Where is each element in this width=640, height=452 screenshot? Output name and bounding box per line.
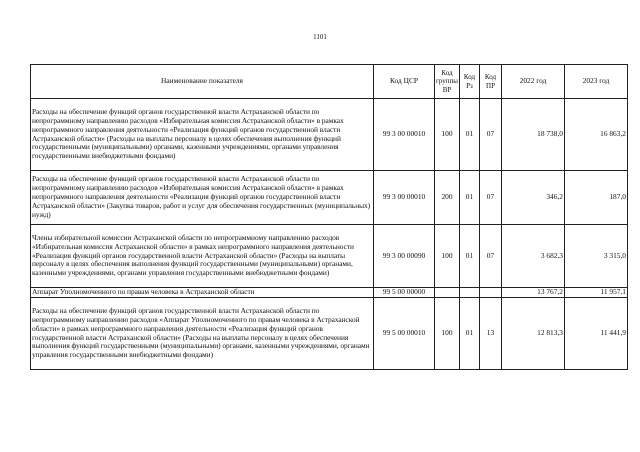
row-rz: 01 bbox=[460, 99, 480, 171]
header-rz: Код Рз bbox=[460, 65, 480, 99]
row-pr: 07 bbox=[480, 171, 502, 225]
row-pr bbox=[480, 288, 502, 298]
row-2022: 13 767,2 bbox=[502, 288, 565, 298]
row-2022: 18 738,0 bbox=[502, 99, 565, 171]
table-header-row bbox=[31, 65, 628, 99]
page-number: 1101 bbox=[313, 33, 327, 41]
row-2023: 16 863,2 bbox=[565, 99, 628, 171]
row-2023: 11 957,1 bbox=[565, 288, 628, 298]
row-csr: 99 3 00 00010 bbox=[374, 99, 435, 171]
header-csr: Код ЦСР bbox=[374, 65, 435, 99]
header-vr: Код группы ВР bbox=[435, 65, 460, 99]
table-row bbox=[31, 171, 628, 225]
header-2022: 2022 год bbox=[502, 65, 565, 99]
row-2023: 11 441,9 bbox=[565, 298, 628, 370]
row-rz: 01 bbox=[460, 225, 480, 288]
row-rz bbox=[460, 288, 480, 298]
table-row bbox=[31, 99, 628, 171]
row-vr: 200 bbox=[435, 171, 460, 225]
row-2022: 3 682,3 bbox=[502, 225, 565, 288]
row-name: Члены избирательной комиссии Астраханской области по непрограммному направлению расходов «Избирательная комиссия Астраханской области» в рамках непрограммного направления деятельности «Реализация функций органов государственной власти Астраханской области» (Расходы на выплаты персоналу в целях обеспечения выполнения функций государственными (муниципальными) органами, казенными учреждениями, органами управления государственными внебюджетными фондами) bbox=[31, 225, 374, 288]
row-rz: 01 bbox=[460, 171, 480, 225]
header-name: Наименование показателя bbox=[31, 65, 374, 99]
row-vr: 100 bbox=[435, 298, 460, 370]
row-rz: 01 bbox=[460, 298, 480, 370]
row-csr: 99 5 00 00010 bbox=[374, 298, 435, 370]
row-vr: 100 bbox=[435, 225, 460, 288]
row-csr: 99 3 00 00010 bbox=[374, 171, 435, 225]
row-2022: 12 813,3 bbox=[502, 298, 565, 370]
row-2022: 346,2 bbox=[502, 171, 565, 225]
row-csr: 99 5 00 00000 bbox=[374, 288, 435, 298]
row-vr bbox=[435, 288, 460, 298]
row-2023: 187,0 bbox=[565, 171, 628, 225]
row-2023: 3 315,0 bbox=[565, 225, 628, 288]
table-row bbox=[31, 288, 628, 298]
row-name: Аппарат Уполномоченного по правам человека в Астраханской области bbox=[31, 288, 374, 298]
budget-table bbox=[30, 64, 628, 370]
row-pr: 07 bbox=[480, 99, 502, 171]
table-row bbox=[31, 298, 628, 370]
row-pr: 07 bbox=[480, 225, 502, 288]
row-vr: 100 bbox=[435, 99, 460, 171]
table-row bbox=[31, 225, 628, 288]
row-name: Расходы на обеспечение функций органов государственной власти Астраханской области по непрограммному направлению расходов «Избирательная комиссия Астраханской области» в рамках непрограммного направления деятельности «Реализация функций органов государственной власти Астраханской области» (Расходы на выплаты персоналу в целях обеспечения выполнения функций государственными (муниципальными) органами, казенными учреждениями, органами управления государственными внебюджетными фондами) bbox=[31, 99, 374, 171]
row-pr: 13 bbox=[480, 298, 502, 370]
row-name: Расходы на обеспечение функций органов государственной власти Астраханской области по непрограммному направлению расходов «Избирательная комиссия Астраханской области» в рамках непрограммного направления деятельности «Реализация функций органов государственной власти Астраханской области» (Закупка товаров, работ и услуг для обеспечения государственных (муниципальных) нужд) bbox=[31, 171, 374, 225]
row-csr: 99 3 00 00090 bbox=[374, 225, 435, 288]
header-2023: 2023 год bbox=[565, 65, 628, 99]
header-pr: Код ПР bbox=[480, 65, 502, 99]
row-name: Расходы на обеспечение функций органов государственной власти Астраханской области по непрограммному направлению расходов «Аппарат Уполномоченного по правам человека в Астраханской области» в рамках непрограммного направления деятельности «Реализация функций органов государственной власти Астраханской области» (Расходы на выплаты персоналу в целях обеспечения выполнения функций государственными (муниципальными) органами, казенными учреждениями, органами управления государственными внебюджетными фондами) bbox=[31, 298, 374, 370]
